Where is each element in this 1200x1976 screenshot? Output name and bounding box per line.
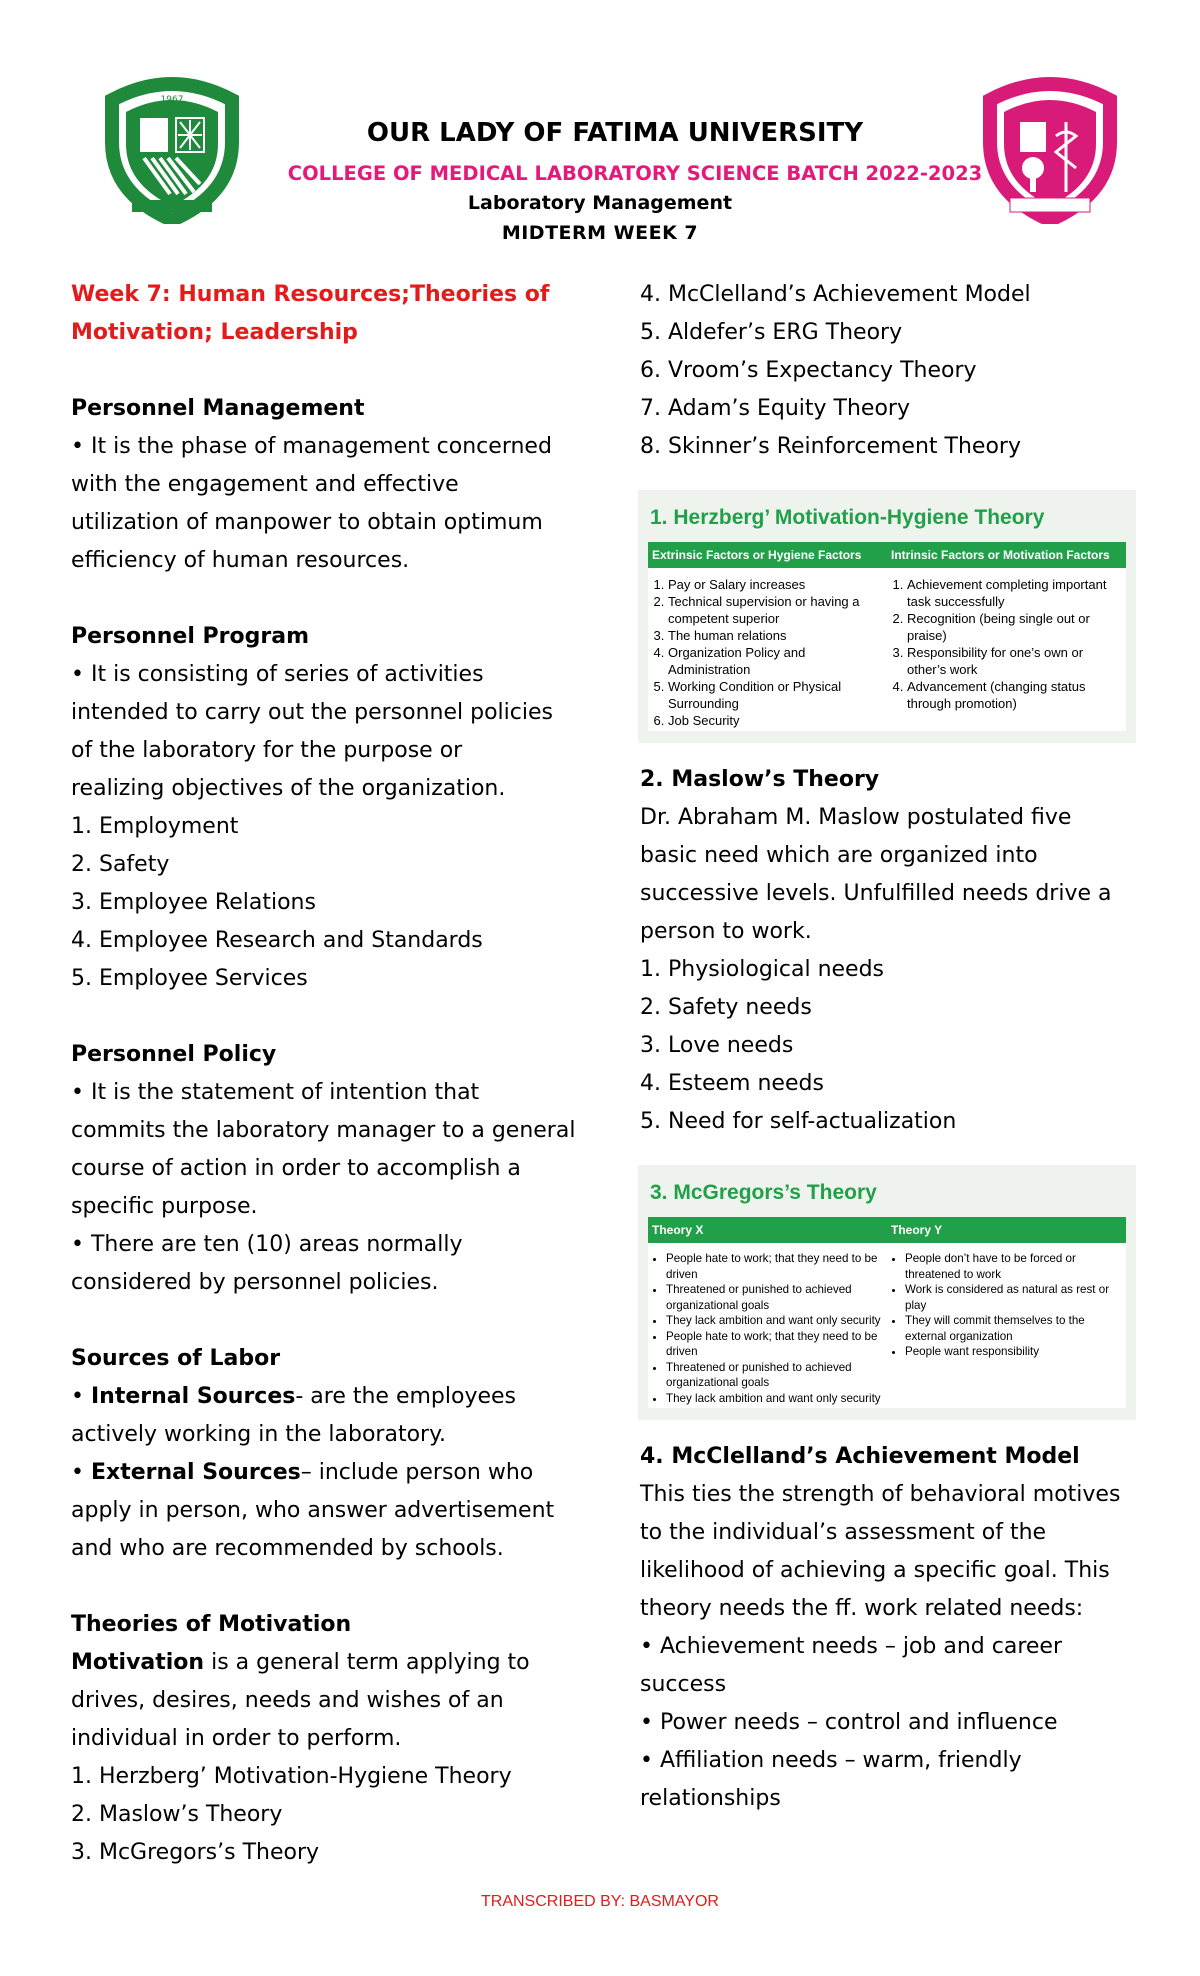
college-batch: COLLEGE OF MEDICAL LABORATORY SCIENCE BATCH 2022-2023 [287,162,983,185]
internal-sources-def: - are the employees [295,1384,517,1409]
table-cell: 4. Organization Policy and Administration [668,644,883,678]
internal-sources-term: Internal Sources [90,1384,296,1409]
text-line: intended to carry out the personnel policies [71,700,553,725]
motivation-def: is a general term applying to [204,1650,530,1675]
list-item: 3. McGregors’s Theory [71,1840,320,1865]
list-item: 5. Need for self-actualization [640,1109,957,1134]
external-sources-term: External Sources [90,1460,301,1485]
list-item: 1. Herzberg’ Motivation-Hygiene Theory [71,1764,512,1789]
herzberg-table-header [648,542,1126,568]
mcgregor-table-title: 3. McGregors’s Theory [650,1181,877,1204]
text-line: success [640,1672,727,1697]
text-line: utilization of manpower to obtain optimum [71,510,543,535]
university-name: OUR LADY OF FATIMA UNIVERSITY [366,118,864,148]
column-header: Extrinsic Factors or Hygiene Factors [652,548,862,562]
transcriber-footer: TRANSCRIBED BY: BASMAYOR [481,1893,719,1910]
list-item: 2. Safety needs [640,995,812,1020]
list-item: 7. Adam’s Equity Theory [640,396,910,421]
internal-sources-line [71,1378,581,1416]
herzberg-table-body [648,568,1126,731]
text-line: individual in order to perform. [71,1726,402,1751]
table-cell: • Work is considered as natural as rest or play [905,1282,1122,1313]
week-title-line-2: Motivation; Leadership [71,320,358,345]
mcclelland-heading: 4. McClelland’s Achievement Model [640,1444,1080,1469]
text-line: likelihood of achieving a specific goal. This [640,1558,1110,1583]
personnel-policy-heading: Personnel Policy [71,1042,277,1067]
table-cell: 1. Pay or Salary increases [668,576,883,593]
subject-title: Laboratory Management [467,192,733,214]
table-cell: 1. Achievement completing important task successfully [907,576,1122,610]
list-item: 2. Maslow’s Theory [71,1802,283,1827]
right-column [640,276,1140,1818]
table-cell: 2. Technical supervision or having a competent superior [668,593,883,627]
table-cell: • People don’t have to be forced or threatened to work [905,1251,1122,1282]
text-line: • It is the phase of management concerned [71,434,552,459]
mcgregor-table-body [648,1243,1126,1408]
list-item: 4. McClelland’s Achievement Model [640,282,1031,307]
table-cell: 4. Advancement (changing status through promotion) [907,678,1122,712]
text-line: with the engagement and effective [71,472,459,497]
column-header: Theory Y [891,1223,943,1237]
column-header: Theory X [652,1223,704,1237]
table-cell: • People hate to work; that they need to be driven [666,1251,883,1282]
table-cell: • Threatened or punished to achieved organizational goals [666,1360,883,1391]
table-cell: • They lack ambition and want only security [666,1391,883,1407]
text-line: relationships [640,1786,781,1811]
list-item: 1. Physiological needs [640,957,885,982]
table-cell: 3. The human relations [668,627,883,644]
column-header: Intrinsic Factors or Motivation Factors [891,548,1110,562]
text-line: successive levels. Unfulfilled needs drive a [640,881,1112,906]
personnel-program-heading: Personnel Program [71,624,310,649]
text-line: realizing objectives of the organization. [71,776,506,801]
text-line: This ties the strength of behavioral motives [640,1482,1121,1507]
text-line: Dr. Abraham M. Maslow postulated five [640,805,1072,830]
text-line: theory needs the ff. work related needs: [640,1596,1084,1621]
list-item: 2. Safety [71,852,170,877]
list-item: 4. Esteem needs [640,1071,824,1096]
week-title-line-1: Week 7: Human Resources;Theories of [71,282,550,307]
text-line: to the individual’s assessment of the [640,1520,1047,1545]
bullet: • [71,1384,91,1409]
text-line: • There are ten (10) areas normally [71,1232,463,1257]
left-column [71,276,581,1872]
maslow-heading: 2. Maslow’s Theory [640,767,880,792]
text-line: drives, desires, needs and wishes of an [71,1688,504,1713]
text-line: specific purpose. [71,1194,258,1219]
sources-of-labor-heading: Sources of Labor [71,1346,281,1371]
table-cell: • They lack ambition and want only security [666,1313,883,1329]
personnel-management-heading: Personnel Management [71,396,365,421]
table-cell: 6. Job Security [668,712,883,729]
seal-year: 1967 [160,95,184,105]
text-line: person to work. [640,919,812,944]
table-cell: • People hate to work; that they need to be driven [666,1329,883,1360]
table-cell: 3. Responsibility for one’s own or other’s work [907,644,1122,678]
external-sources-def: – include person who [300,1460,534,1485]
list-item: 6. Vroom’s Expectancy Theory [640,358,977,383]
motivation-definition-line [71,1644,581,1682]
text-line: actively working in the laboratory. [71,1422,446,1447]
list-item: 8. Skinner’s Reinforcement Theory [640,434,1021,459]
mcgregor-table [638,1165,1136,1420]
list-item: 3. Employee Relations [71,890,316,915]
list-item: 5. Employee Services [71,966,308,991]
external-sources-line [71,1454,581,1492]
text-line: commits the laboratory manager to a general [71,1118,576,1143]
term-title: MIDTERM WEEK 7 [501,222,699,244]
text-line: • Power needs – control and influence [640,1710,1058,1735]
list-item: 4. Employee Research and Standards [71,928,483,953]
mcgregor-table-header [648,1217,1126,1243]
text-line: • It is the statement of intention that [71,1080,480,1105]
text-line: and who are recommended by schools. [71,1536,504,1561]
text-line: efficiency of human resources. [71,548,410,573]
table-cell: • They will commit themselves to the external organization [905,1313,1122,1344]
table-cell: 5. Working Condition or Physical Surrounding [668,678,883,712]
bullet: • [71,1460,91,1485]
table-cell: • Threatened or punished to achieved organizational goals [666,1282,883,1313]
text-line: considered by personnel policies. [71,1270,439,1295]
list-item: 5. Aldefer’s ERG Theory [640,320,903,345]
motivation-term: Motivation [71,1650,205,1675]
theories-of-motivation-heading: Theories of Motivation [71,1612,352,1637]
list-item: 1. Employment [71,814,239,839]
table-cell: • People want responsibility [905,1344,1122,1360]
herzberg-table [638,490,1136,743]
text-line: • Affiliation needs – warm, friendly [640,1748,1022,1773]
text-line: • Achievement needs – job and career [640,1634,1062,1659]
text-line: course of action in order to accomplish a [71,1156,521,1181]
text-line: apply in person, who answer advertisement [71,1498,555,1523]
text-line: of the laboratory for the purpose or [71,738,463,763]
table-cell: 2. Recognition (being single out or praise) [907,610,1122,644]
text-line: basic need which are organized into [640,843,1038,868]
list-item: 3. Love needs [640,1033,794,1058]
herzberg-table-title: 1. Herzberg’ Motivation-Hygiene Theory [650,506,1045,529]
text-line: • It is consisting of series of activities [71,662,484,687]
